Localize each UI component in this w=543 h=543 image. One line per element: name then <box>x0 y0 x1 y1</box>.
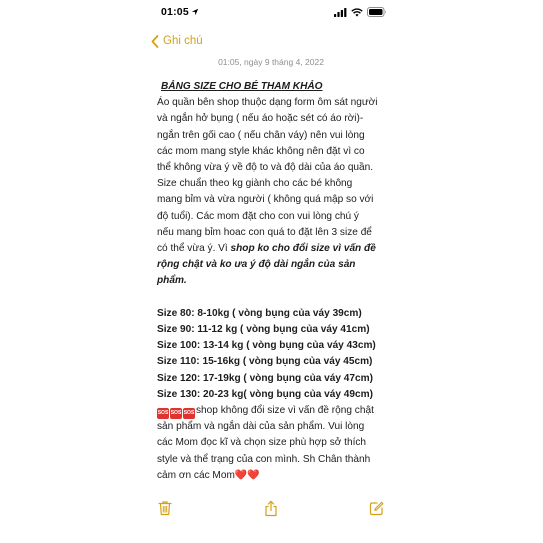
size-row: Size 120: 17-19kg ( vòng bụng của váy 47cm) <box>157 372 373 384</box>
note-line: nếu mang bỉm hoac con quá to đặt lên 3 size để <box>157 226 372 238</box>
note-text: cảm ơn các Mom <box>157 469 235 481</box>
note-line: các mom mang style khác không nên đặt vì co <box>157 145 365 157</box>
note-line: các Mom đọc kĩ và chọn size phù hợp sở thích <box>157 437 367 449</box>
note-line: thể không vừa ý về độ to và độ dài của áo quần. <box>157 162 374 174</box>
note-body[interactable] <box>157 79 395 484</box>
signal-icon <box>334 8 347 17</box>
delete-button[interactable] <box>155 498 175 518</box>
note-line: mang bỉm và vừa người ( không quá mập so với <box>157 194 374 206</box>
heart-icon: ❤️❤️ <box>234 469 260 481</box>
size-row: Size 130: 20-23 kg( vòng bụng của váy 49cm) <box>157 388 373 400</box>
sos-icon: SOS <box>170 408 182 419</box>
note-line: và ngắn hở bụng ( nếu áo hoặc sét có áo rời)- <box>157 113 364 125</box>
share-icon <box>264 500 278 517</box>
note-emphasis-line: rộng chật và ko ưa ý độ dài ngắn của sản <box>157 259 356 271</box>
battery-icon <box>367 7 387 17</box>
note-line <box>157 468 395 484</box>
wifi-icon <box>351 8 363 17</box>
size-row: Size 100: 13-14 kg ( vòng bụng của váy 43cm) <box>157 340 376 352</box>
size-row: Size 110: 15-16kg ( vòng bụng của váy 45cm) <box>157 356 373 368</box>
sos-icon: SOS <box>157 408 169 419</box>
note-emphasis-line: phẩm. <box>157 275 187 287</box>
location-arrow-icon <box>191 8 199 16</box>
notes-screen <box>143 0 399 543</box>
note-line <box>157 403 395 419</box>
blank-line <box>157 290 395 306</box>
share-button[interactable] <box>261 498 281 518</box>
note-line <box>157 241 395 257</box>
note-date: 01:05, ngày 9 tháng 4, 2022 <box>218 57 324 67</box>
note-line: ngắn trên gối cao ( nếu chân váy) nên vui lòng <box>157 129 365 141</box>
note-line: Size chuẩn theo kg giành cho các bé không <box>157 178 353 190</box>
status-time: 01:05 <box>161 6 189 18</box>
status-indicators <box>334 7 387 17</box>
status-bar <box>143 6 399 22</box>
note-text: shop không đổi size vì vấn đề rộng chật <box>196 405 374 417</box>
back-button-label: Ghi chú <box>163 35 203 47</box>
note-line: độ tuổi). Các mom đặt cho con vui lòng chú ý <box>157 210 359 222</box>
note-text: có thể vừa ý. Vì <box>157 243 231 255</box>
note-line: Áo quần bên shop thuộc dạng form ôm sát người <box>157 97 378 109</box>
note-title: BẢNG SIZE CHO BÉ THAM KHẢO <box>161 81 323 92</box>
note-line: style và thể trạng của con mình. Sh Chân thành <box>157 453 371 465</box>
trash-icon <box>158 500 172 516</box>
size-row: Size 80: 8-10kg ( vòng bụng của váy 39cm) <box>157 307 362 319</box>
size-row: Size 90: 11-12 kg ( vòng bụng của váy 41cm) <box>157 324 370 336</box>
note-emphasis: shop ko cho đổi size vì vấn đề <box>230 243 376 255</box>
note-line: sản phẩm và ngắn dài của sản phẩm. Vui lòng <box>157 421 365 433</box>
back-button[interactable] <box>151 32 203 50</box>
compose-button[interactable] <box>366 498 386 518</box>
chevron-left-icon <box>151 35 159 48</box>
bottom-toolbar <box>143 498 399 520</box>
compose-icon <box>369 501 384 516</box>
sos-icon: SOS <box>183 408 195 419</box>
